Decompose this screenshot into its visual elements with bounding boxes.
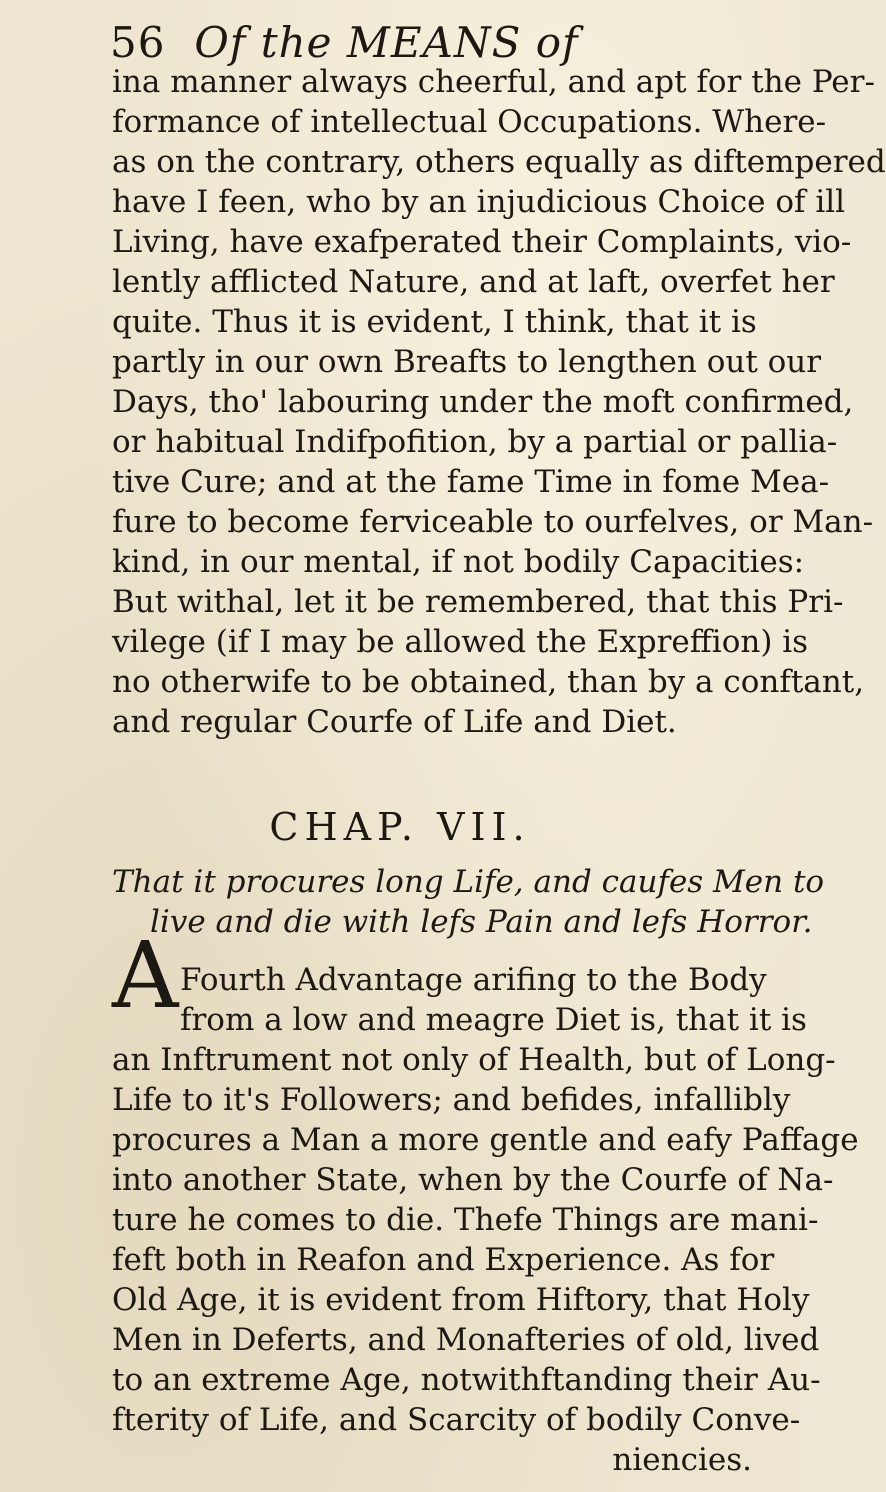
text-line: fterity of Life, and Scarcity of bodily Conve- [112, 1402, 801, 1438]
text-line: procures a Man a more gentle and eafy Paffage [112, 1122, 859, 1158]
drop-cap: A [112, 922, 179, 1029]
text-line: have I feen, who by an injudicious Choice of ill [112, 184, 846, 220]
text-line: quite. Thus it is evident, I think, that it is [112, 304, 757, 340]
text-line: But withal, let it be remembered, that this Pri- [112, 584, 844, 620]
text-line: ture he comes to die. Thefe Things are mani- [112, 1202, 819, 1238]
text-line: from a low and meagre Diet is, that it is [180, 1002, 807, 1038]
text-line: Days, tho' labouring under the moft confirmed, [112, 384, 854, 420]
text-line: partly in our own Breafts to lengthen out our [112, 344, 822, 380]
chapter-heading: CHAP. VII. [269, 805, 531, 849]
running-head: Of the MEANS of [194, 18, 579, 67]
text-line: Living, have exafperated their Complaints, vio- [112, 224, 852, 260]
text-line: Men in Deferts, and Monafteries of old, lived [112, 1322, 820, 1358]
text-line: as on the contrary, others equally as diftempered [112, 144, 886, 180]
text-line: an Inftrument not only of Health, but of Long- [112, 1042, 836, 1078]
text-line: or habitual Indifpofition, by a partial or pallia- [112, 424, 838, 460]
text-line: tive Cure; and at the fame Time in fome Mea- [112, 464, 830, 500]
page-number: 56 [110, 18, 166, 67]
text-line: formance of intellectual Occupations. Where- [112, 104, 827, 140]
text-line: niencies. [612, 1442, 752, 1478]
text-line: ina manner always cheerful, and apt for the Per- [112, 64, 875, 100]
chapter-subtitle: That it procures long Life, and caufes Men to [112, 864, 825, 900]
text-line: feft both in Reafon and Experience. As for [112, 1242, 775, 1278]
text-line: and regular Courfe of Life and Diet. [112, 704, 677, 740]
text-line: into another State, when by the Courfe of Na- [112, 1162, 834, 1198]
text-line: lently afflicted Nature, and at laft, overfet her [112, 264, 835, 300]
text-line: to an extreme Age, notwithftanding their Au- [112, 1362, 821, 1398]
text-line: no otherwife to be obtained, than by a conftant, [112, 664, 865, 700]
text-line: fure to become ferviceable to ourfelves, or Man- [112, 504, 874, 540]
chapter-subtitle: live and die with lefs Pain and lefs Horror. [150, 904, 813, 940]
text-line: Life to it's Followers; and befides, infallibly [112, 1082, 791, 1118]
text-line: Old Age, it is evident from Hiftory, that Holy [112, 1282, 810, 1318]
text-line: kind, in our mental, if not bodily Capacities: [112, 544, 805, 580]
text-line: Fourth Advantage arifing to the Body [180, 962, 767, 998]
page-header [110, 18, 579, 67]
text-line: vilege (if I may be allowed the Expreffion) is [112, 624, 809, 660]
